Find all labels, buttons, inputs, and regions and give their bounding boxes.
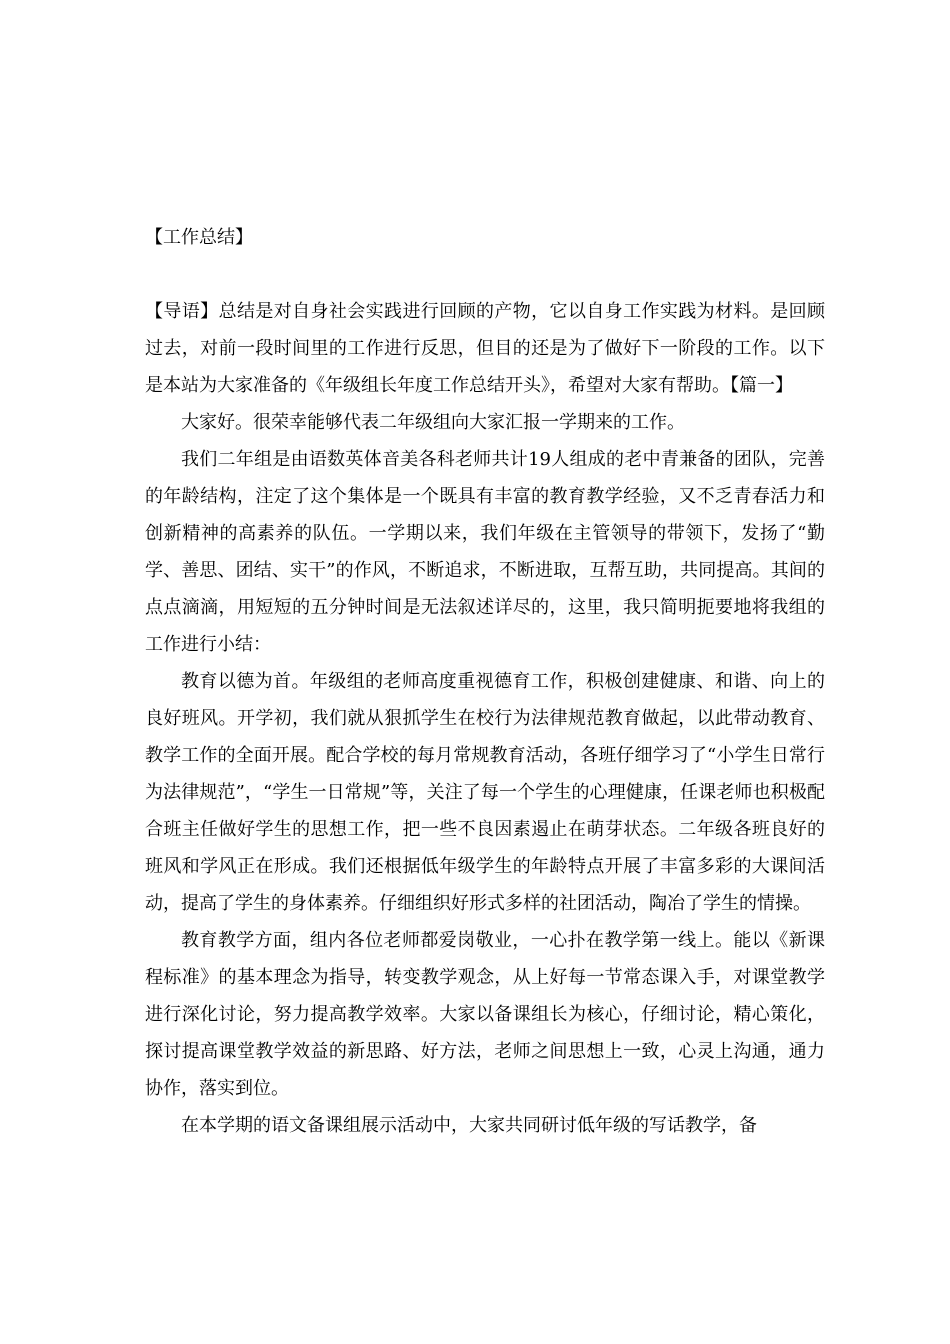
intro-tag: 【导语】 <box>145 301 219 322</box>
body-paragraph-greeting: 大家好。很荣幸能够代表二年级组向大家汇报一学期来的工作。 <box>181 412 685 433</box>
document-body <box>145 220 825 1144</box>
body-paragraph-team: 我们二年组是由语数英体音美各科老师共计19人组成的老中青兼备的团队，完善的年龄结构，注定了这个集体是一个既具有丰富的教育教学经验，又不乏青春活力和创新精神的高素养的队伍。一学期以来，我们年级在主管领导的带领下，发扬了“勤学、善思、团结、实干”的作风，不断追求，不断进取，互帮互助，共同提高。其间的点点滴滴，用短短的五分钟时间是无法叙述详尽的，这里，我只简明扼要地将我组的工作进行小结： <box>145 449 825 655</box>
intro-paragraph <box>145 293 825 404</box>
series-tag: 【篇一】 <box>730 375 793 396</box>
body-paragraph-moral-education: 教育以德为首。年级组的老师高度重视德育工作，积极创建健康、和谐、向上的良好班风。开学初，我们就从狠抓学生在校行为法律规范教育做起，以此带动教育、教学工作的全面开展。配合学校的每月常规教育活动，各班仔细学习了“小学生日常行为法律规范”，“学生一日常规”等，关注了每一个学生的心理健康，任课老师也积极配合班主任做好学生的思想工作，把一些不良因素遏止在萌芽状态。二年级各班良好的班风和学风正在形成。我们还根据低年级学生的年龄特点开展了丰富多彩的大课间活动，提高了学生的身体素养。仔细组织好形式多样的社团活动，陶冶了学生的情操。 <box>145 671 825 914</box>
body-paragraph-chinese-group: 在本学期的语文备课组展示活动中，大家共同研讨低年级的写话教学，备 <box>181 1115 757 1136</box>
body-paragraph-teaching: 教育教学方面，组内各位老师都爱岗敬业，一心扑在教学第一线上。能以《新课程标准》的基本理念为指导，转变教学观念，从上好每一节常态课入手，对课堂教学进行深化讨论，努力提高教学效率。大家以备课组长为核心，仔细讨论，精心策化，探讨提高课堂教学效益的新思路、好方法，老师之间思想上一致，心灵上沟通，通力协作，落实到位。 <box>145 930 825 1099</box>
intro-text: 总结是对自身社会实践进行回顾的产物，它以自身工作实践为材料。是回顾过去，对前一段时间里的工作进行反思，但目的还是为了做好下一阶段的工作。以下是本站为大家准备的《年级组长年度工作总结开头》，希望对大家有帮助。 <box>145 301 826 396</box>
section-title: 【工作总结】 <box>145 227 253 248</box>
